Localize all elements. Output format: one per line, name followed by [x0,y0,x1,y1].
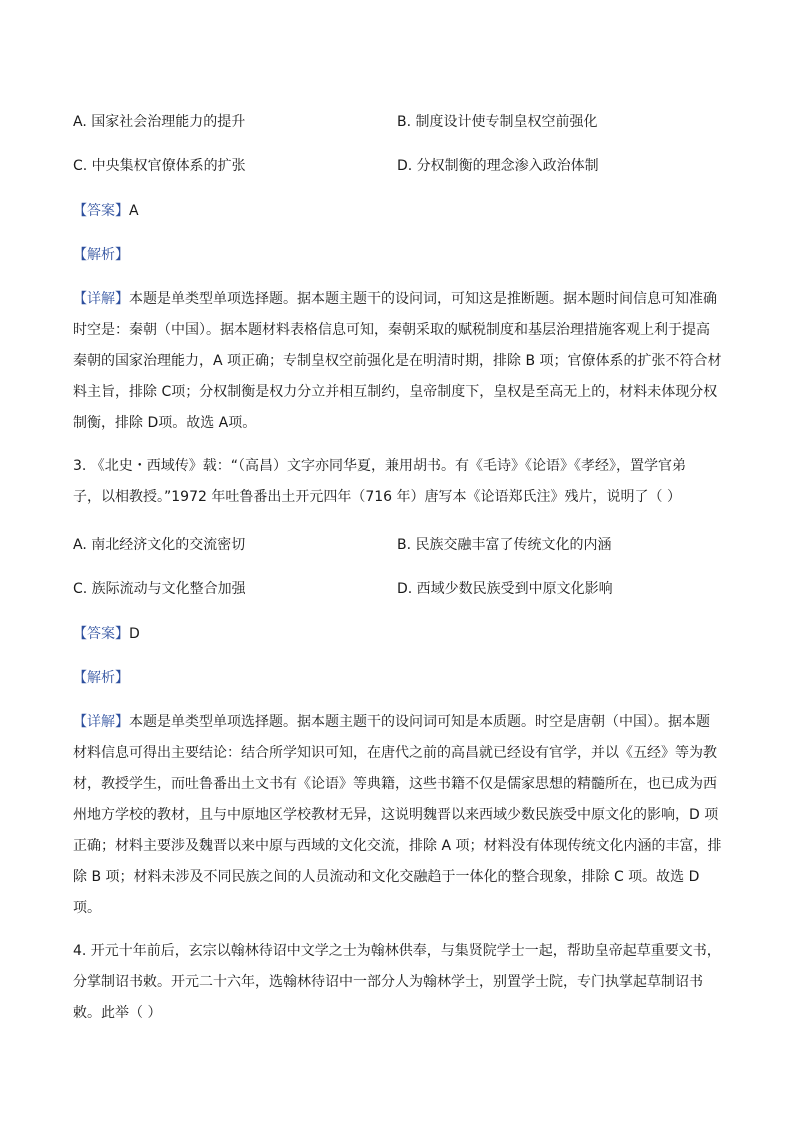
answer-value: D [129,626,140,642]
detail-line: 【详解】本题是单类型单项选择题。据本题主题干的设问词，可知这是推断题。据本题时间信息可知准确 [73,291,717,307]
detail-line: 除 B 项；材料未涉及不同民族之间的人员流动和文化交融趋于一体化的整合现象，排除 C 项。故选 D [73,869,700,885]
answer-tag: 【答案】 [73,203,129,219]
detail-line: 制衡，排除 D项。故选 A项。 [73,415,257,431]
detail-line: 秦朝的国家治理能力，A 项正确；专制皇权空前强化是在明清时期，排除 B 项；官僚体系的扩张不符合材 [73,353,722,369]
detail-line: 正确；材料主要涉及魏晋以来中原与西域的文化交流，排除 A 项；材料没有体现传统文化内涵的丰富，排 [73,838,722,854]
detail-tag: 【详解】 [73,291,129,307]
q2-analysis-heading [73,246,129,264]
q3-option-d: D. 西域少数民族受到中原文化影响 [397,581,613,597]
detail-line: 项。 [73,900,101,916]
stem-line: 子，以相教授。”1972 年吐鲁番出土开元四年（716 年）唐写本《论语郑氏注》残片，说明了（ ） [73,489,681,505]
q2-option-d: D. 分权制衡的理念渗入政治体制 [397,158,599,174]
detail-line: 料主旨，排除 C项；分权制衡是权力分立并相互制约，皇帝制度下，皇权是至高无上的，材料未体现分权 [73,384,718,400]
stem-line: 分掌制诏书敕。开元二十六年，选翰林待诏中一部分人为翰林学士，别置学士院，专门执掌起草制诏书 [73,974,703,990]
q3-option-b: B. 民族交融丰富了传统文化的内涵 [397,537,612,553]
q3-answer [73,625,140,643]
detail-line: 州地方学校的教材，且与中原地区学校教材无异，这说明魏晋以来西域少数民族受中原文化的影响，D 项 [73,807,719,823]
detail-line: 时空是：秦朝（中国）。据本题材料表格信息可知，秦朝采取的赋税制度和基层治理措施客观上利于提高 [73,322,710,338]
answer-value: A [129,203,139,219]
q3-analysis-heading [73,669,129,687]
stem-line: 3. 《北史・西域传》载：“（高昌）文字亦同华夏，兼用胡书。有《毛诗》《论语》《孝经》，置学官弟 [73,458,687,474]
q3-stem [73,451,723,513]
detail-line: 【详解】本题是单类型单项选择题。据本题主题干的设问词可知是本质题。时空是唐朝（中国）。据本题 [73,714,710,730]
q2-answer [73,202,139,220]
q2-detail [73,284,723,439]
q2-option-c: C. 中央集权官僚体系的扩张 [73,158,246,174]
q2-option-b: B. 制度设计使专制皇权空前强化 [397,114,598,130]
q4-stem [73,936,723,1029]
answer-tag: 【答案】 [73,626,129,642]
q3-detail [73,707,723,924]
q3-option-c: C. 族际流动与文化整合加强 [73,581,246,597]
detail-line: 材，教授学生，而吐鲁番出土文书有《论语》等典籍，这些书籍不仅是儒家思想的精髓所在，也已成为西 [73,776,717,792]
detail-line: 材料信息可得出主要结论：结合所学知识可知，在唐代之前的高昌就已经设有官学，并以《五经》等为教 [73,745,717,761]
stem-line: 4. 开元十年前后，玄宗以翰林待诏中文学之士为翰林供奉，与集贤院学士一起，帮助皇帝起草重要文书， [73,943,721,959]
analysis-tag: 【解析】 [73,670,129,686]
analysis-tag: 【解析】 [73,247,129,263]
q2-option-a: A. 国家社会治理能力的提升 [73,114,246,130]
detail-tag: 【详解】 [73,714,129,730]
q3-option-a: A. 南北经济文化的交流密切 [73,537,246,553]
stem-line: 敕。此举（ ） [73,1005,162,1021]
